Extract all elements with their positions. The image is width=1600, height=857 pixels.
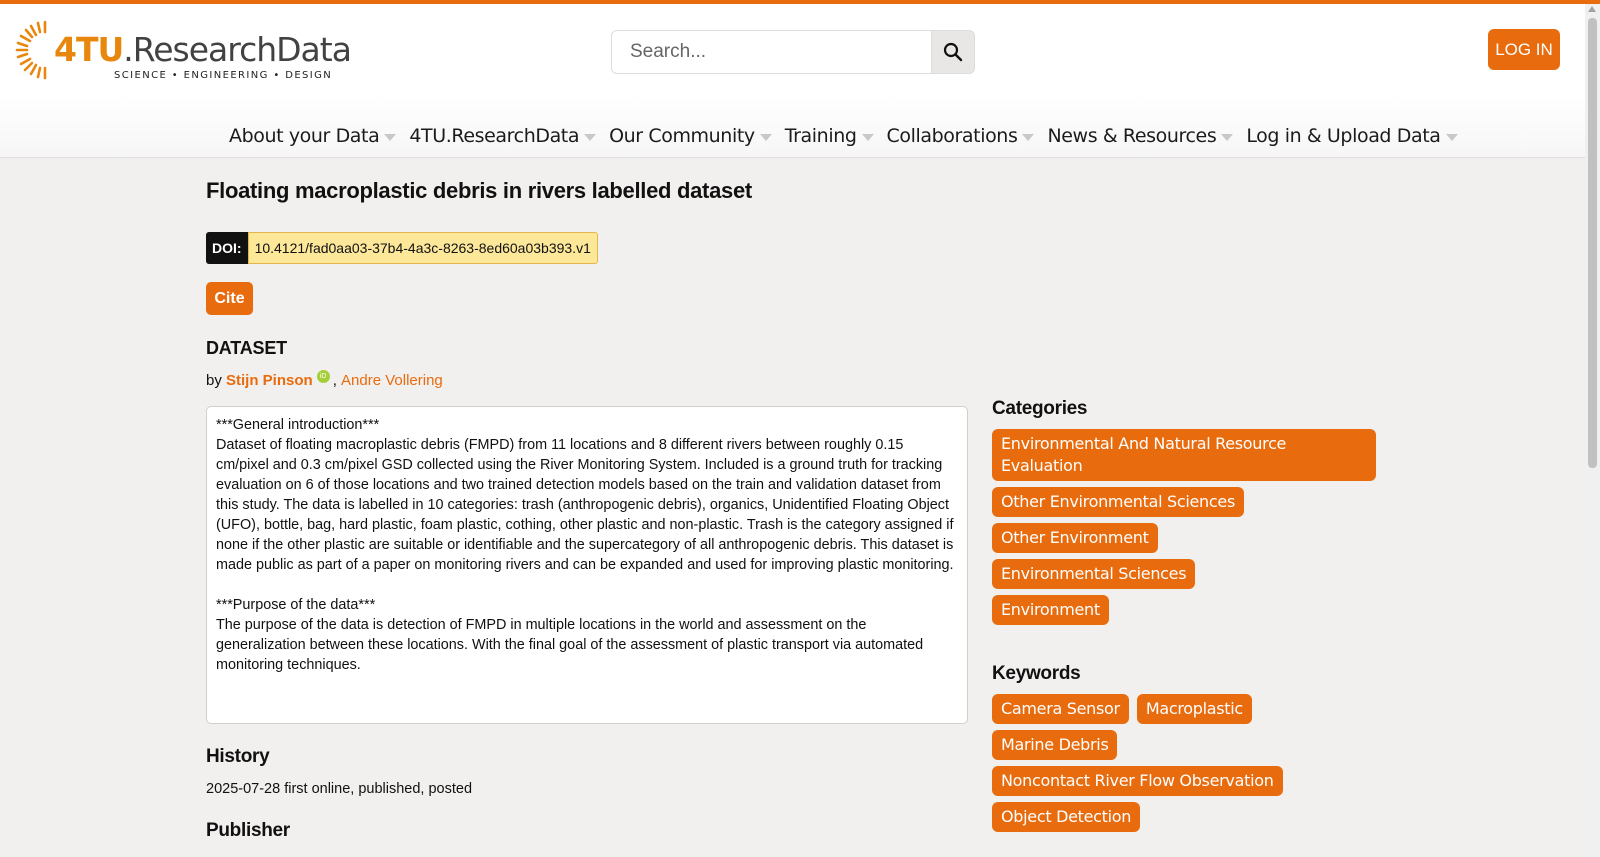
doi-badge	[206, 232, 598, 264]
caret-down-icon	[862, 134, 874, 141]
nav-label: Collaborations	[886, 125, 1018, 147]
caret-down-icon	[1022, 134, 1034, 141]
page-scrollbar[interactable]	[1585, 4, 1600, 857]
category-tag[interactable]: Environmental And Natural Resource Evaluation	[992, 429, 1376, 481]
description-box	[206, 406, 968, 724]
author-list	[206, 372, 443, 389]
author-link[interactable]: Andre Vollering	[341, 372, 443, 389]
dataset-page	[206, 158, 1586, 857]
logo-tagline: SCIENCE • ENGINEERING • DESIGN	[114, 70, 333, 81]
category-tag[interactable]: Environmental Sciences	[992, 559, 1195, 589]
description-paragraph: Dataset of floating macroplastic debris (FMPD) from 11 locations and 8 different rivers between roughly 0.15 cm/pixel and 0.3 cm/pixel GSD collected using the River Monitoring System. Included is a ground truth for tracking evaluation on 6 of those locations and two trained detection models based on the train and validation dataset from this study. The data is labelled in 10 categories: trash (anthropogenic debris), organics, Unidentified Floating Object (UFO), bottle, bag, hard plastic, foam plastic, cothing, other plastic and non-plastic. Trash is the category assigned if none if the other plastic are suitable or identifiable and the supercategory of all anthropogenic debris. This dataset is made public as part of a paper on monitoring rivers and can be expanded and used for improving plastic monitoring.	[216, 437, 954, 573]
nav-about-your-data[interactable]	[229, 125, 396, 147]
author-link[interactable]: Stijn Pinson	[226, 372, 313, 389]
search-input[interactable]	[611, 30, 931, 74]
caret-down-icon	[1221, 134, 1233, 141]
keyword-tag[interactable]: Marine Debris	[992, 730, 1117, 760]
nav-news-resources[interactable]	[1047, 125, 1233, 147]
keyword-tag[interactable]: Camera Sensor	[992, 694, 1129, 724]
nav-label: News & Resources	[1047, 125, 1217, 147]
description-paragraph: ***Purpose of the data***	[216, 597, 376, 613]
login-button[interactable]: LOG IN	[1488, 29, 1560, 70]
category-tag[interactable]: Other Environment	[992, 523, 1158, 553]
doi-value[interactable]: 10.4121/fad0aa03-37b4-4a3c-8263-8ed60a03b393.v1	[248, 232, 598, 264]
nav-label: 4TU.ResearchData	[409, 125, 580, 147]
categories-heading: Categories	[992, 398, 1088, 419]
publisher-heading: Publisher	[206, 820, 290, 841]
sidebar	[992, 398, 1382, 838]
logo-wordmark: 4TU.ResearchData	[54, 30, 351, 69]
caret-down-icon	[760, 134, 772, 141]
site-header	[0, 4, 1585, 158]
nav-collaborations[interactable]	[887, 125, 1035, 147]
category-tag[interactable]: Environment	[992, 595, 1109, 625]
nav-label: Log in & Upload Data	[1246, 125, 1441, 147]
cite-button[interactable]: Cite	[206, 282, 253, 315]
keyword-tag[interactable]: Object Detection	[992, 802, 1140, 832]
nav-our-community[interactable]	[609, 125, 772, 147]
keyword-list	[992, 694, 1384, 838]
nav-4tu-researchdata[interactable]	[409, 125, 596, 147]
category-tag[interactable]: Other Environmental Sciences	[992, 487, 1244, 517]
site-logo[interactable]	[14, 18, 351, 88]
description-paragraph: The purpose of the data is detection of FMPD in multiple locations in the world and assessment on the generalization between these locations. With the final goal of the assessment of plastic transport via automated monitoring techniques.	[216, 617, 924, 673]
history-heading: History	[206, 746, 270, 767]
nav-login-upload[interactable]	[1246, 125, 1457, 147]
search-icon	[943, 42, 963, 62]
doi-label: DOI:	[206, 232, 248, 264]
category-list	[992, 429, 1384, 631]
caret-down-icon	[584, 134, 596, 141]
search-button[interactable]	[931, 30, 975, 74]
caret-down-icon	[1446, 134, 1458, 141]
keywords-heading: Keywords	[992, 663, 1081, 684]
by-label: by	[206, 372, 222, 389]
keyword-tag[interactable]: Macroplastic	[1137, 694, 1252, 724]
history-value: 2025-07-28 first online, published, posted	[206, 781, 473, 797]
author-separator: ,	[332, 372, 337, 389]
caret-down-icon	[384, 134, 396, 141]
page-title: Floating macroplastic debris in rivers labelled dataset	[206, 178, 752, 203]
keyword-tag[interactable]: Noncontact River Flow Observation	[992, 766, 1283, 796]
orcid-icon[interactable]: iD	[317, 370, 330, 383]
main-nav	[0, 114, 1585, 158]
nav-label: Our Community	[609, 125, 755, 147]
scrollbar-thumb[interactable]	[1588, 18, 1597, 468]
nav-label: Training	[784, 125, 857, 147]
scroll-up-arrow-icon[interactable]	[1588, 6, 1596, 12]
nav-training[interactable]	[785, 125, 874, 147]
description-paragraph: ***General introduction***	[216, 417, 380, 433]
dataset-type: DATASET	[206, 338, 287, 358]
nav-label: About your Data	[229, 125, 380, 147]
search-bar	[611, 30, 975, 74]
